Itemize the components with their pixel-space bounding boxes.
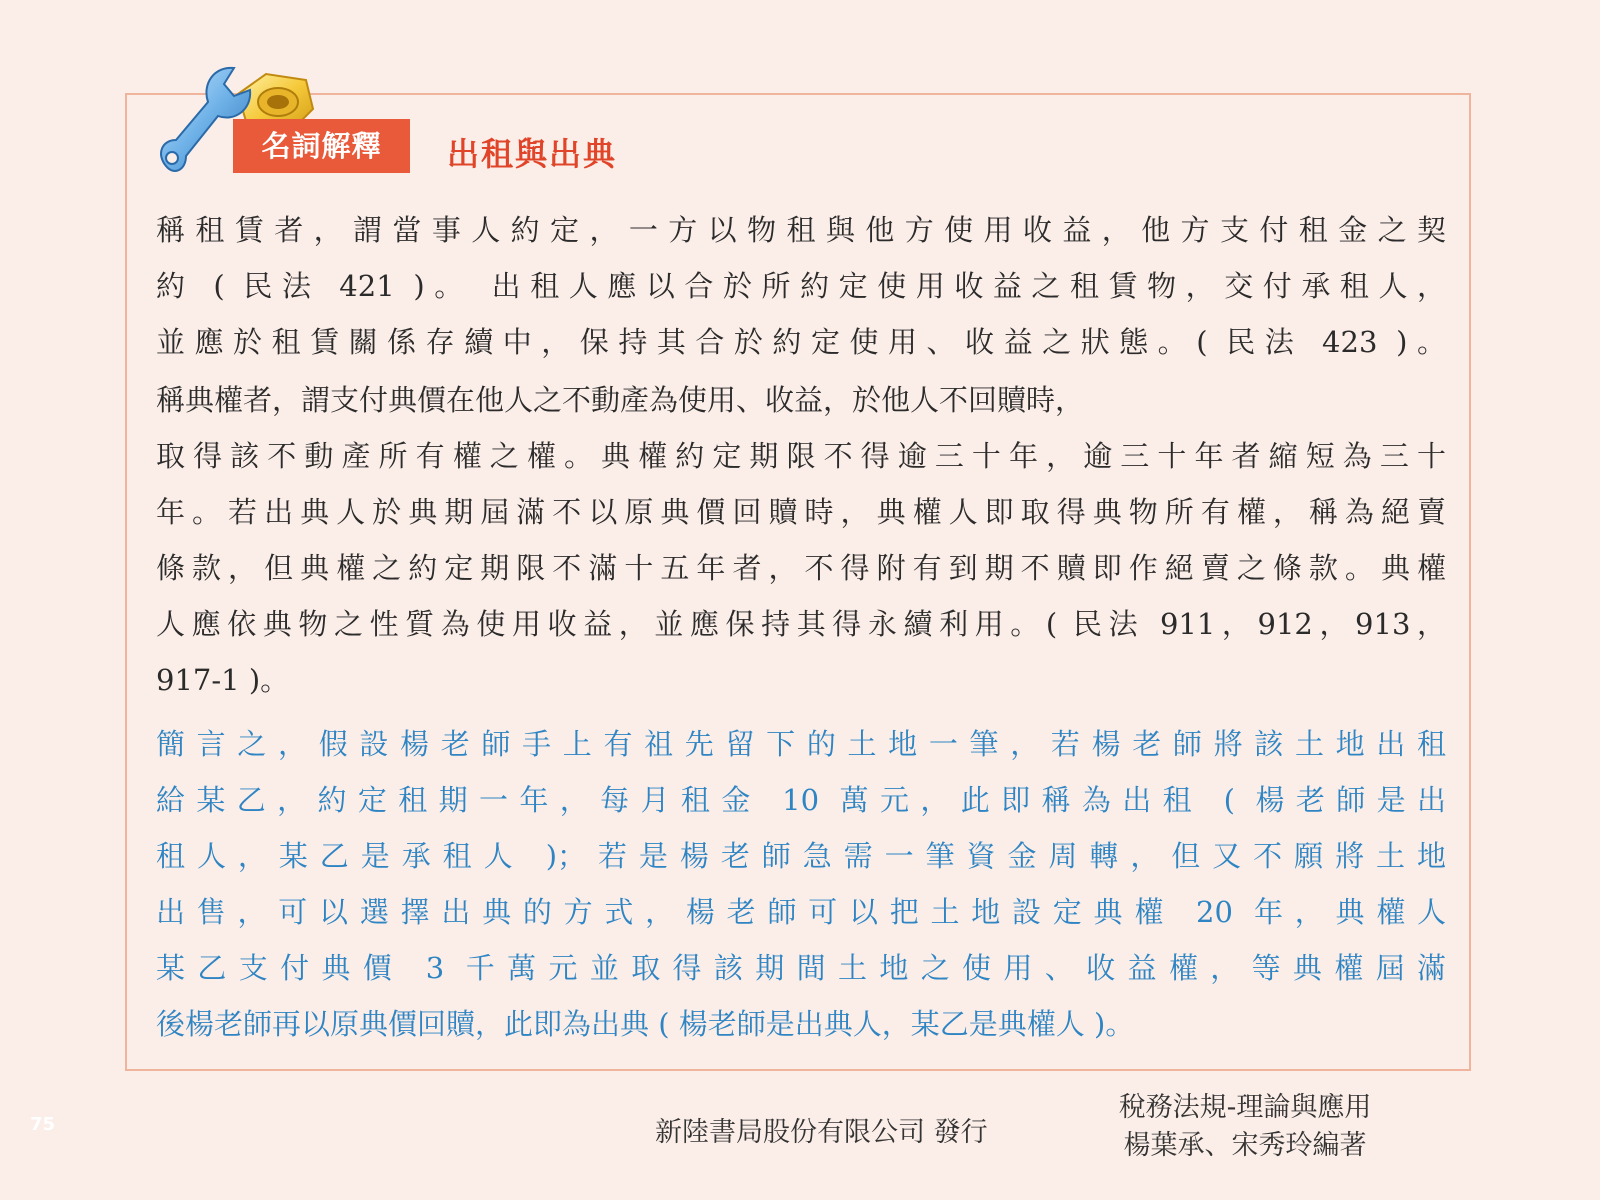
book-title: 稅務法規-理論與應用 <box>1118 1092 1372 1123</box>
lease-definition-paragraph <box>156 202 1446 370</box>
book-info <box>1090 1089 1400 1165</box>
page-number: 75 <box>30 1114 56 1135</box>
text-line: 約 ( 民法 421 )。 出租人應以合於所約定使用收益之租賃物，交付承租人， <box>156 269 1446 303</box>
term-explanation-tag: 名詞解釋 <box>233 119 410 173</box>
text-line: 條款，但典權之約定期限不滿十五年者，不得附有到期不贖即作絕賣之條款。典權 <box>156 551 1446 585</box>
example-paragraph <box>156 716 1446 1052</box>
text-line: 917-1 )。 <box>156 663 290 697</box>
book-authors: 楊葉承、宋秀玲編著 <box>1123 1130 1367 1161</box>
text-line: 簡言之，假設楊老師手上有祖先留下的土地一筆，若楊老師將該土地出租 <box>156 727 1446 761</box>
publisher-credit: 新陸書局股份有限公司 發行 <box>655 1117 988 1148</box>
dian-definition-paragraph <box>156 372 1446 708</box>
text-line: 出售，可以選擇出典的方式，楊老師可以把土地設定典權 20 年，典權人 <box>156 895 1446 929</box>
text-line: 取得該不動產所有權之權。典權約定期限不得逾三十年，逾三十年者縮短為三十 <box>156 439 1446 473</box>
text-line: 某乙支付典價 3 千萬元並取得該期間土地之使用、收益權，等典權屆滿 <box>156 951 1446 985</box>
text-line: 並應於租賃關係存續中，保持其合於約定使用、收益之狀態。( 民法 423 )。 <box>156 325 1446 359</box>
text-line: 租人，某乙是承租人 )；若是楊老師急需一筆資金周轉，但又不願將土地 <box>156 839 1446 873</box>
text-line: 稱典權者，謂支付典價在他人之不動產為使用、收益，於他人不回贖時， <box>156 383 1085 417</box>
text-line: 給某乙，約定租期一年，每月租金 10 萬元，此即稱為出租 ( 楊老師是出 <box>156 783 1446 817</box>
text-line: 年。若出典人於典期屆滿不以原典價回贖時，典權人即取得典物所有權，稱為絕賣 <box>156 495 1446 529</box>
text-line: 人應依典物之性質為使用收益，並應保持其得永續利用。( 民法 911，912，913， <box>156 607 1446 641</box>
term-title: 出租與出典 <box>447 135 618 173</box>
text-line: 後楊老師再以原典價回贖，此即為出典 ( 楊老師是出典人，某乙是典權人 )。 <box>156 1007 1135 1041</box>
text-line: 稱租賃者，謂當事人約定，一方以物租與他方使用收益，他方支付租金之契 <box>156 213 1446 247</box>
